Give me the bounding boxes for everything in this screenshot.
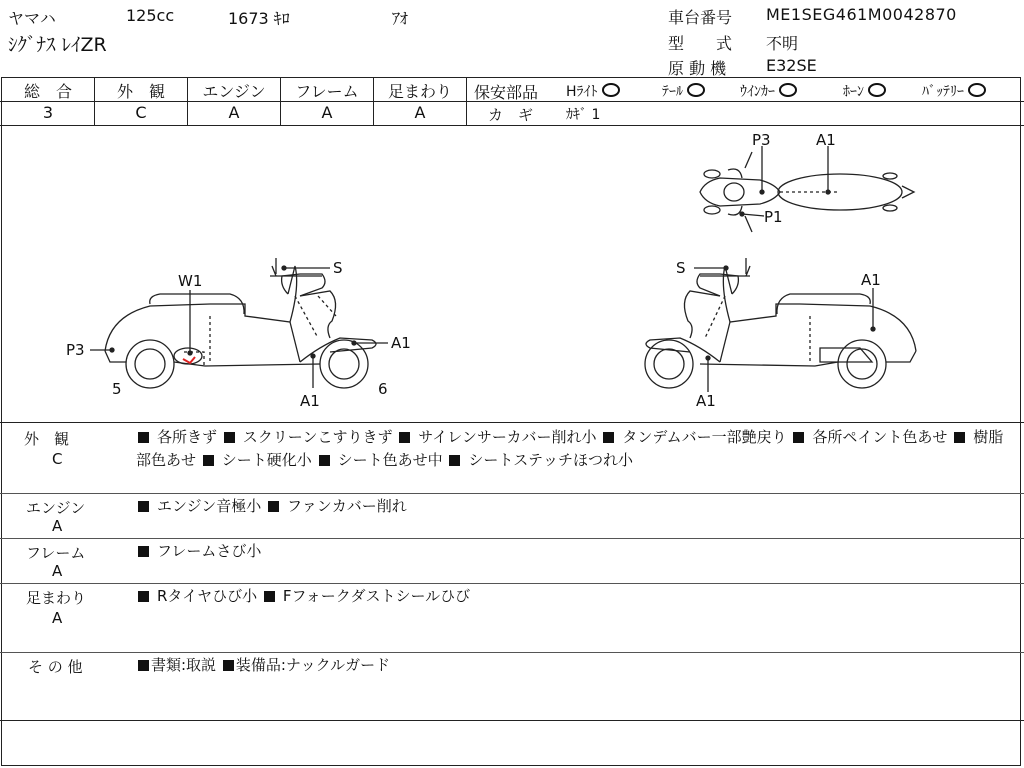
note-items-frame [136, 540, 1016, 563]
ok-circle-icon [968, 83, 986, 97]
note-item: フレームさび小 [157, 542, 262, 560]
grid-divider [0, 538, 1024, 539]
note-label-other: そ の 他 [28, 658, 83, 676]
damage-diagram [0, 126, 1024, 422]
label-6: 6 [378, 380, 388, 398]
note-item: 各所きず [157, 428, 218, 446]
mileage: 1673 ｷﾛ [228, 9, 290, 28]
note-grade-suspension: A [52, 609, 63, 627]
label-p3-left: P3 [66, 341, 85, 359]
type-label: 型 式 [668, 34, 733, 53]
safety-label: 保安部品 [474, 83, 539, 102]
safety-item-tail [662, 81, 705, 101]
grade-value-frame: A [321, 103, 333, 122]
grade-label-overall: 総 合 [23, 82, 72, 101]
safety-item-horn [843, 81, 886, 101]
note-items-other [136, 654, 1016, 677]
ok-circle-icon [868, 83, 886, 97]
ok-circle-icon [687, 83, 705, 97]
model-name: ｼｸﾞﾅｽ ﾚｲZR [8, 34, 107, 56]
note-item: タンデムバー一部艶戻り [622, 428, 787, 446]
bullet-square-icon [954, 432, 965, 443]
note-label-frame: フレーム [26, 544, 86, 562]
bullet-square-icon [224, 432, 235, 443]
grade-value-engine: A [228, 103, 240, 122]
grid-divider [0, 583, 1024, 584]
safety-item-label: Hﾗｲﾄ [566, 84, 598, 100]
label-s-right: S [676, 259, 686, 277]
safety-item-label: ﾎｰﾝ [843, 84, 864, 100]
note-item: シート硬化小 [221, 451, 312, 469]
displacement: 125cc [126, 6, 175, 25]
safety-item-battery [922, 81, 986, 101]
note-item: 書類:取説 [151, 656, 217, 674]
bullet-square-icon [399, 432, 410, 443]
bullet-square-icon [268, 501, 279, 512]
note-item: Fフォークダストシールひび [282, 587, 471, 605]
label-5: 5 [112, 380, 122, 398]
grade-label-engine: エンジン [202, 82, 266, 101]
note-item: 各所ペイント色あせ [812, 428, 948, 446]
note-item: 樹脂部色あせ [136, 428, 1004, 469]
note-item: シート色あせ中 [337, 451, 443, 469]
bullet-square-icon [138, 660, 149, 671]
label-w1: W1 [178, 272, 203, 290]
safety-item-label: ﾃｰﾙ [662, 84, 683, 100]
grade-value-overall: 3 [42, 103, 54, 122]
damage-mark-icon [183, 357, 195, 363]
label-a1-left-bottom: A1 [300, 392, 320, 410]
bullet-square-icon [449, 455, 460, 466]
frame-no-label: 車台番号 [668, 8, 733, 27]
bullet-square-icon [223, 660, 234, 671]
grade-value-exterior: C [135, 103, 147, 122]
grid-divider [0, 422, 1024, 423]
note-items-engine [136, 495, 1016, 518]
safety-item-winker [740, 81, 797, 101]
grid-divider [0, 720, 1024, 721]
safety-item-label: ﾊﾞｯﾃﾘｰ [922, 84, 964, 100]
grade-value-suspension: A [414, 103, 426, 122]
key-value: ｶｷﾞ 1 [566, 107, 601, 123]
note-item: サイレンサーカバー削れ小 [418, 428, 597, 446]
label-a1-right-bottom: A1 [696, 392, 716, 410]
bullet-square-icon [319, 455, 330, 466]
safety-item-headlight [566, 81, 620, 101]
grade-label-frame: フレーム [295, 82, 359, 101]
label-p3-top: P3 [752, 131, 771, 149]
note-item: スクリーンこすりきず [242, 428, 393, 446]
scooter-left-side-view [105, 258, 376, 388]
engine-model-label: 原 動 機 [668, 59, 727, 78]
note-item: 装備品:ナックルガード [235, 656, 391, 674]
note-items-exterior [136, 426, 1016, 472]
grade-label-suspension: 足まわり [387, 82, 452, 101]
note-label-exterior: 外 観 [24, 430, 70, 448]
safety-item-label: ｳｲﾝｶｰ [740, 84, 775, 100]
label-a1-top: A1 [816, 131, 836, 149]
note-item: Rタイヤひび小 [157, 587, 258, 605]
engine-model-value: E32SE [766, 56, 817, 75]
bullet-square-icon [203, 455, 214, 466]
label-s-left: S [333, 259, 343, 277]
bullet-square-icon [264, 591, 275, 602]
note-label-engine: エンジン [26, 499, 86, 517]
scooter-top-view [700, 152, 914, 232]
label-a1-front: A1 [391, 334, 411, 352]
bullet-square-icon [138, 432, 149, 443]
ok-circle-icon [779, 83, 797, 97]
bullet-square-icon [603, 432, 614, 443]
label-p1: P1 [764, 208, 783, 226]
note-grade-exterior: C [52, 450, 63, 468]
grade-label-exterior: 外 観 [116, 82, 165, 101]
bullet-square-icon [793, 432, 804, 443]
bullet-square-icon [138, 546, 149, 557]
color: ｱｵ [392, 9, 409, 28]
note-item: ファンカバー削れ [287, 497, 407, 515]
key-label: カ ギ [488, 106, 534, 124]
note-grade-frame: A [52, 562, 63, 580]
note-grade-engine: A [52, 517, 63, 535]
note-item: シートステッチほつれ小 [468, 451, 633, 469]
bullet-square-icon [138, 591, 149, 602]
note-item: エンジン音極小 [157, 497, 262, 515]
note-items-suspension [136, 585, 1016, 608]
grid-divider [0, 652, 1024, 653]
grid-divider [466, 77, 467, 125]
label-a1-rear: A1 [861, 271, 881, 289]
grid-divider [0, 493, 1024, 494]
maker-name: ヤマハ [8, 9, 56, 28]
note-label-suspension: 足まわり [26, 589, 87, 607]
ok-circle-icon [602, 83, 620, 97]
frame-no: ME1SEG461M0042870 [766, 5, 957, 24]
type-value: 不明 [766, 34, 799, 53]
bullet-square-icon [138, 501, 149, 512]
